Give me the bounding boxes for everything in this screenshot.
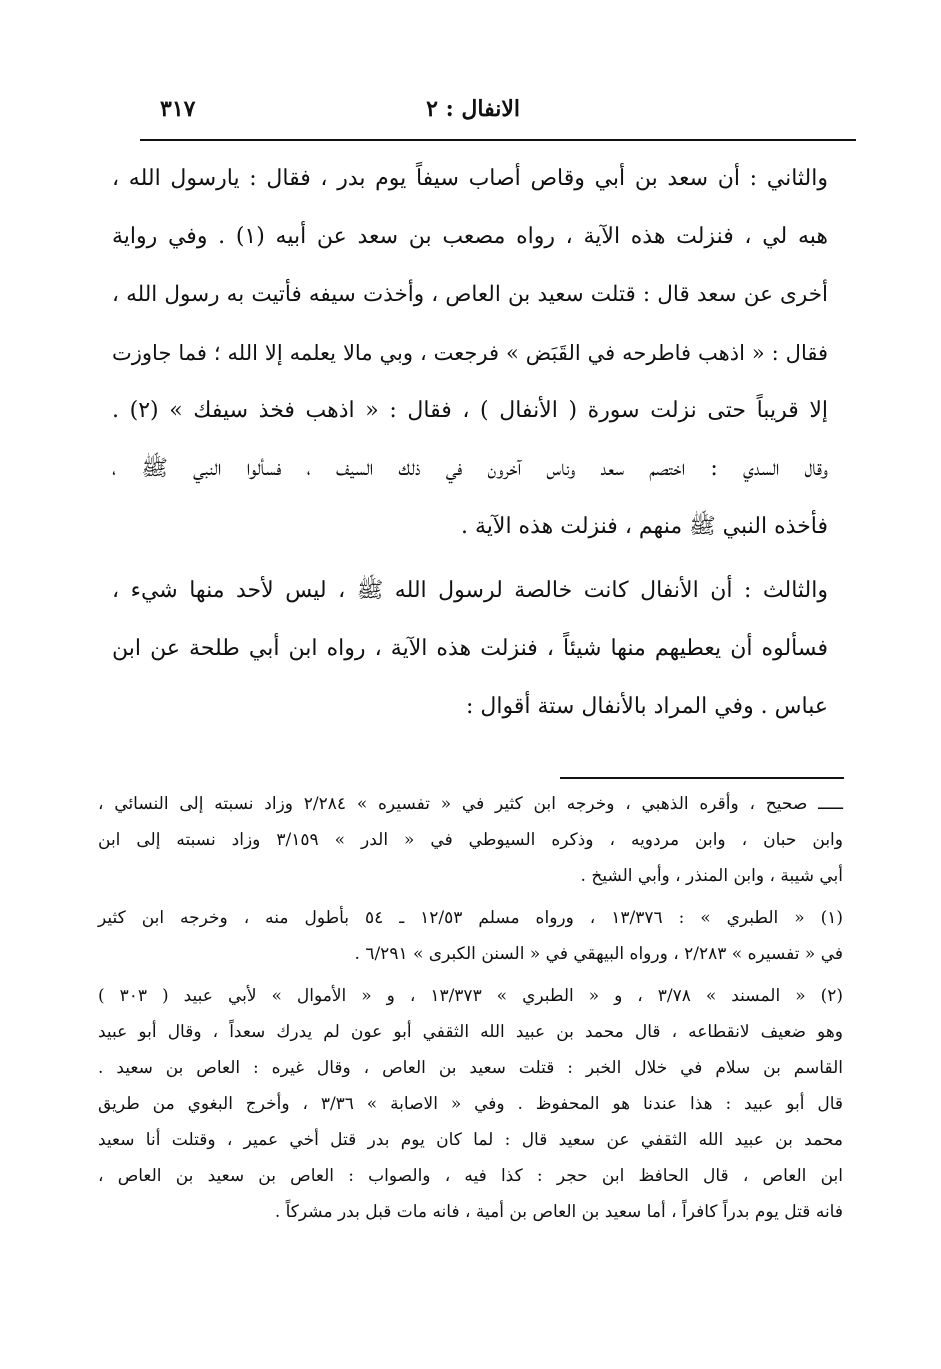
main-line: والثالث : أن الأنفال كانت خالصة لرسول الله ﷺ ، ليس لأحد منها شيء ، <box>112 578 828 603</box>
footnote-line: وابن حبان ، وابن مردويه ، وذكره السيوطي في « الدر » ٣/١٥٩ وزاد نسبته إلى ابن <box>98 830 843 850</box>
footnote-line: وهو ضعيف لانقطاعه ، قال محمد بن عبيد الله الثقفي أبو عون لم يدرك سعداً ، وقال أبو عبيد <box>98 1022 843 1042</box>
footnote-separator <box>560 777 844 779</box>
main-line: فقال : « اذهب فاطرحه في القَبَض » فرجعت ، وبي مالا يعلمه إلا الله ؛ فما جاوزت <box>112 341 828 365</box>
footnote-line: (١) « الطبري » : ١٣/٣٧٦ ، ورواه مسلم ١٢/٥٣ ـ ٥٤ بأطول منه ، وخرجه ابن كثير <box>98 908 843 928</box>
main-line: والثاني : أن سعد بن أبي وقاص أصاب سيفاً يوم بدر ، فقال : يارسول الله ، <box>112 166 828 191</box>
footnote-line: ابن العاص ، قال الحافظ ابن حجر : كذا فيه ، والصواب : العاص بن سعيد بن العاص ، <box>98 1166 843 1186</box>
footnote-line: أبي شيبة ، وابن المنذر ، وأبي الشيخ . <box>580 866 843 886</box>
main-line: فأخذه النبي ﷺ منهم ، فنزلت هذه الآية . <box>461 514 828 539</box>
page-header <box>140 94 855 128</box>
footnote-line: القاسم بن سلام في خلال الخبر : قتلت سعيد بن العاص ، وقال غيره : العاص بن سعيد . <box>98 1058 843 1078</box>
footnotes <box>98 786 843 1230</box>
footnote-line: فانه قتل يوم بدراً كافراً ، أما سعيد بن العاص بن أمية ، فانه مات قبل بدر مشركاً . <box>274 1202 843 1222</box>
main-line: عباس . وفي المراد بالأنفال ستة أقوال : <box>465 694 828 719</box>
main-line: إلا قريباً حتى نزلت سورة ( الأنفال ) ، فقال : « اذهب فخذ سيفك » (٢) . <box>112 398 828 423</box>
header-rule <box>140 139 856 141</box>
main-text <box>112 150 828 736</box>
footnote-line: محمد بن عبيد الله الثقفي عن سعيد قال : لما كان يوم بدر قتل أخي عمير ، وقتلت أنا سعيد <box>98 1130 843 1150</box>
footnote-line: في « تفسيره » ٢/٢٨٣ ، ورواه البيهقي في « السنن الكبرى » ٦/٢٩١ . <box>354 944 843 964</box>
footnote-line: (٢) « المسند » ٣/٧٨ ، و « الطبري » ١٣/٣٧٣ ، و « الأموال » لأبي عبيد ( ٣٠٣ ) <box>98 986 843 1006</box>
footnote-line: ـــــ صحيح ، وأقره الذهبي ، وخرجه ابن كثير في « تفسيره » ٢/٢٨٤ وزاد نسبته إلى النسائي ، <box>98 794 844 814</box>
main-line: وقال السدي : اختصم سعد وناس آخرون في ذلك السيف ، فسألوا النبي ﷺ ، <box>112 456 828 481</box>
main-line: أخرى عن سعد قال : قتلت سعيد بن العاص ، وأخذت سيفه فأتيت به رسول الله ، <box>112 282 828 307</box>
footnote-line: قال أبو عبيد : هذا عندنا هو المحفوظ . وفي « الاصابة » ٣/٣٦ ، وأخرج البغوي من طريق <box>98 1094 844 1114</box>
main-line: فسألوه أن يعطيهم منها شيئاً ، فنزلت هذه الآية ، رواه ابن أبي طلحة عن ابن <box>112 636 828 661</box>
main-line: هبه لي ، فنزلت هذه الآية ، رواه مصعب بن سعد عن أبيه (١) . وفي رواية <box>112 224 828 249</box>
page-number: ٣١٧ <box>160 96 196 122</box>
running-title: الانفال : ٢ <box>426 96 520 122</box>
